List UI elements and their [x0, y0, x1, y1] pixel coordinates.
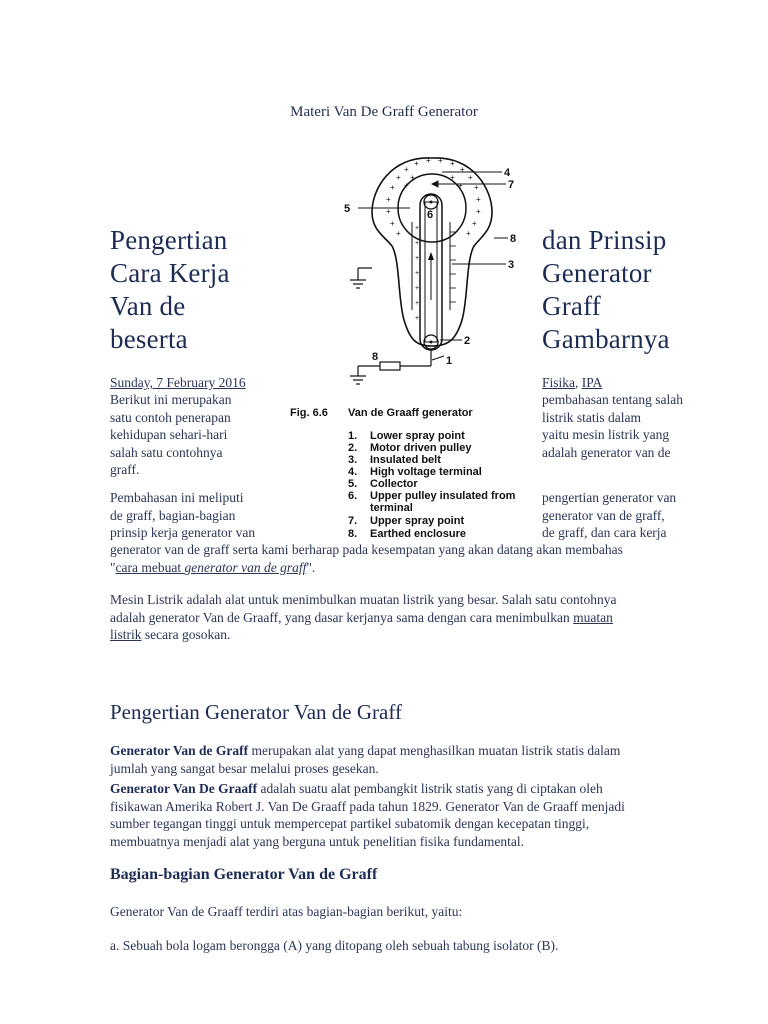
- svg-text:High voltage terminal: High voltage terminal: [370, 466, 482, 478]
- text-line: Mesin Listrik adalah alat untuk menimbulkan muatan listrik yang besar. Salah satu contohnya: [110, 592, 617, 607]
- bold-term: Generator Van De Graaff: [110, 781, 258, 796]
- svg-text:+: +: [468, 173, 473, 182]
- figure-number-6: 6: [427, 209, 434, 221]
- text-line: de graff, bagian-bagian: [110, 507, 236, 523]
- svg-text:+: +: [438, 156, 443, 165]
- svg-text:+: +: [426, 156, 431, 165]
- svg-text:5.: 5.: [348, 478, 358, 490]
- svg-text:+: +: [460, 165, 465, 174]
- text-line: pengertian generator van: [542, 490, 677, 505]
- svg-text:Lower spray point: Lower spray point: [370, 430, 465, 442]
- svg-text:+: +: [415, 240, 420, 247]
- figure-number-5: 5: [344, 203, 351, 215]
- figure-number-8: 8: [510, 233, 517, 245]
- svg-text:+: +: [386, 195, 391, 204]
- category-links: Fisika, IPA: [542, 375, 603, 390]
- text-line: salah satu contohnya: [110, 444, 223, 460]
- parts-item-a: a. Sebuah bola logam berongga (A) yang ditopang oleh sebuah tabung isolator (B).: [110, 938, 559, 953]
- svg-text:+: +: [396, 229, 401, 238]
- text-line: Berikut ini merupakan: [110, 392, 232, 407]
- svg-text:+: +: [404, 181, 409, 190]
- svg-text:6.: 6.: [348, 490, 358, 502]
- text-line: Generator Van De Graaff adalah suatu alat pembangkit listrik statis yang di ciptakan oleh: [110, 781, 603, 796]
- category-link-fisika[interactable]: Fisika: [542, 375, 576, 390]
- bold-term: Generator Van de Graff: [110, 743, 249, 758]
- document-title: Materi Van De Graff Generator: [290, 104, 478, 120]
- text-line: pembahasan tentang salah: [542, 392, 683, 407]
- intro-right-column: [542, 391, 683, 461]
- text-line: kehidupan sehari-hari: [110, 427, 228, 442]
- text-line: sumber tegangan tinggi untuk mempercepat partikel subatomik dengan kecepatan tinggi,: [110, 816, 590, 831]
- section-heading-pengertian: Pengertian Generator Van de Graff: [110, 700, 402, 724]
- figure-number-3: 3: [508, 259, 515, 271]
- svg-text:Insulated belt: Insulated belt: [370, 454, 441, 466]
- svg-text:+: +: [415, 315, 420, 322]
- svg-text:Earthed enclosure: Earthed enclosure: [370, 528, 466, 540]
- heading-right-line: dan Prinsip: [542, 225, 667, 255]
- heading-right-line: Gambarnya: [542, 324, 670, 354]
- text-line: fisikawan Amerika Robert J. Van De Graaff pada tahun 1829. Generator Van de Graaff menjadi: [110, 798, 625, 814]
- svg-text:3.: 3.: [348, 454, 358, 466]
- svg-text:+: +: [410, 173, 415, 182]
- definition-paragraph-1: [110, 742, 730, 777]
- text-line: satu contoh penerapan: [110, 409, 231, 425]
- text-line: de graff, dan cara kerja: [542, 525, 667, 540]
- intro-left-column: [110, 391, 231, 479]
- svg-text:+: +: [415, 300, 420, 307]
- mesin-listrik-paragraph: [110, 591, 730, 644]
- svg-text:Collector: Collector: [370, 478, 418, 490]
- cara-membuat-link[interactable]: cara mebuat generator van de graff: [115, 559, 307, 575]
- text-line: Generator Van de Graff merupakan alat yang dapat menghasilkan muatan listrik statis dalam: [110, 743, 621, 758]
- svg-text:+: +: [472, 219, 477, 228]
- text-line: graff.: [110, 462, 140, 477]
- text-line: adalah generator van de: [542, 444, 671, 460]
- heading-right-line: Graff: [542, 291, 601, 321]
- svg-text:8.: 8.: [348, 528, 358, 540]
- figure-number-4: 4: [504, 167, 511, 179]
- svg-text:+: +: [476, 207, 481, 216]
- para2-left-column: [110, 489, 255, 542]
- svg-text:+: +: [458, 181, 463, 190]
- svg-text:+: +: [450, 173, 455, 182]
- figure-caption-title: Van de Graaff generator: [348, 407, 473, 419]
- svg-text:+: +: [450, 159, 455, 168]
- svg-text:+: +: [415, 285, 420, 292]
- para2-right-column: [542, 489, 676, 542]
- heading-left-line: Pengertian: [110, 225, 228, 255]
- svg-text:+: +: [474, 183, 479, 192]
- section-heading-bagian: Bagian-bagian Generator Van de Graff: [110, 866, 378, 883]
- svg-text:+: +: [415, 225, 420, 232]
- svg-text:+: +: [415, 270, 420, 277]
- van-de-graaff-figure: [280, 150, 542, 545]
- figure-number-1: 1: [446, 355, 453, 367]
- figure-number-7: 7: [508, 179, 515, 191]
- figure-number-2: 2: [464, 335, 471, 347]
- text-line: Pembahasan ini meliputi: [110, 490, 244, 505]
- svg-text:1.: 1.: [348, 430, 358, 442]
- post-date-link[interactable]: Sunday, 7 February 2016: [110, 375, 246, 390]
- svg-text:Upper spray point: Upper spray point: [370, 515, 465, 527]
- svg-text:2.: 2.: [348, 442, 358, 454]
- svg-text:+: +: [396, 173, 401, 182]
- text-line: prinsip kerja generator van: [110, 525, 256, 540]
- heading-left-line: beserta: [110, 324, 188, 354]
- parts-intro: Generator Van de Graaff terdiri atas bagian-bagian berikut, yaitu:: [110, 904, 463, 919]
- svg-text:Upper pulley insulated from: Upper pulley insulated from: [370, 490, 516, 502]
- resistor: [380, 362, 400, 370]
- figure-legend: [348, 430, 516, 540]
- text-line: yaitu mesin listrik yang: [542, 427, 670, 442]
- heading-right-line: Generator: [542, 258, 652, 288]
- svg-text:+: +: [466, 229, 471, 238]
- text-line: generator van de graff,: [542, 507, 665, 523]
- text-line: jumlah yang sangat besar melalui proses gesekan.: [110, 760, 379, 776]
- svg-text:+: +: [415, 255, 420, 262]
- text-line: membuatnya menjadi alat yang berguna untuk penelitian fisika fundamental.: [110, 833, 524, 849]
- heading-left-line: Van de: [110, 291, 186, 321]
- category-link-ipa[interactable]: IPA: [581, 375, 603, 390]
- muatan-listrik-link-part2[interactable]: listrik: [110, 627, 142, 642]
- svg-text:Motor driven pulley: Motor driven pulley: [370, 442, 472, 454]
- muatan-listrik-link-part1[interactable]: muatan: [573, 609, 613, 625]
- heading-left: [110, 224, 230, 356]
- svg-text:terminal: terminal: [370, 502, 413, 514]
- para2-continuation: [110, 541, 710, 576]
- text-line: generator van de graff serta kami berharap pada kesempatan yang akan datang akan membahas: [110, 542, 623, 557]
- svg-text:7.: 7.: [348, 515, 358, 527]
- heading-right: [542, 224, 670, 356]
- svg-text:+: +: [390, 183, 395, 192]
- svg-text:+: +: [386, 207, 391, 216]
- svg-text:+: +: [404, 165, 409, 174]
- svg-text:4.: 4.: [348, 466, 358, 478]
- definition-paragraph-2: [110, 780, 730, 850]
- text-line: "cara mebuat generator van de graff".: [110, 559, 316, 575]
- heading-left-line: Cara Kerja: [110, 258, 230, 288]
- figure-number-8-resistor: 8: [372, 351, 379, 363]
- svg-text:+: +: [414, 159, 419, 168]
- text-line: adalah generator Van de Graaff, yang dasar kerjanya sama dengan cara menimbulkan muatan: [110, 609, 613, 625]
- svg-text:+: +: [476, 195, 481, 204]
- figure-caption-number: Fig. 6.6: [290, 407, 328, 419]
- text-line: listrik statis dalam: [542, 409, 641, 425]
- text-line: listrik secara gosokan.: [110, 627, 231, 642]
- svg-text:+: +: [390, 219, 395, 228]
